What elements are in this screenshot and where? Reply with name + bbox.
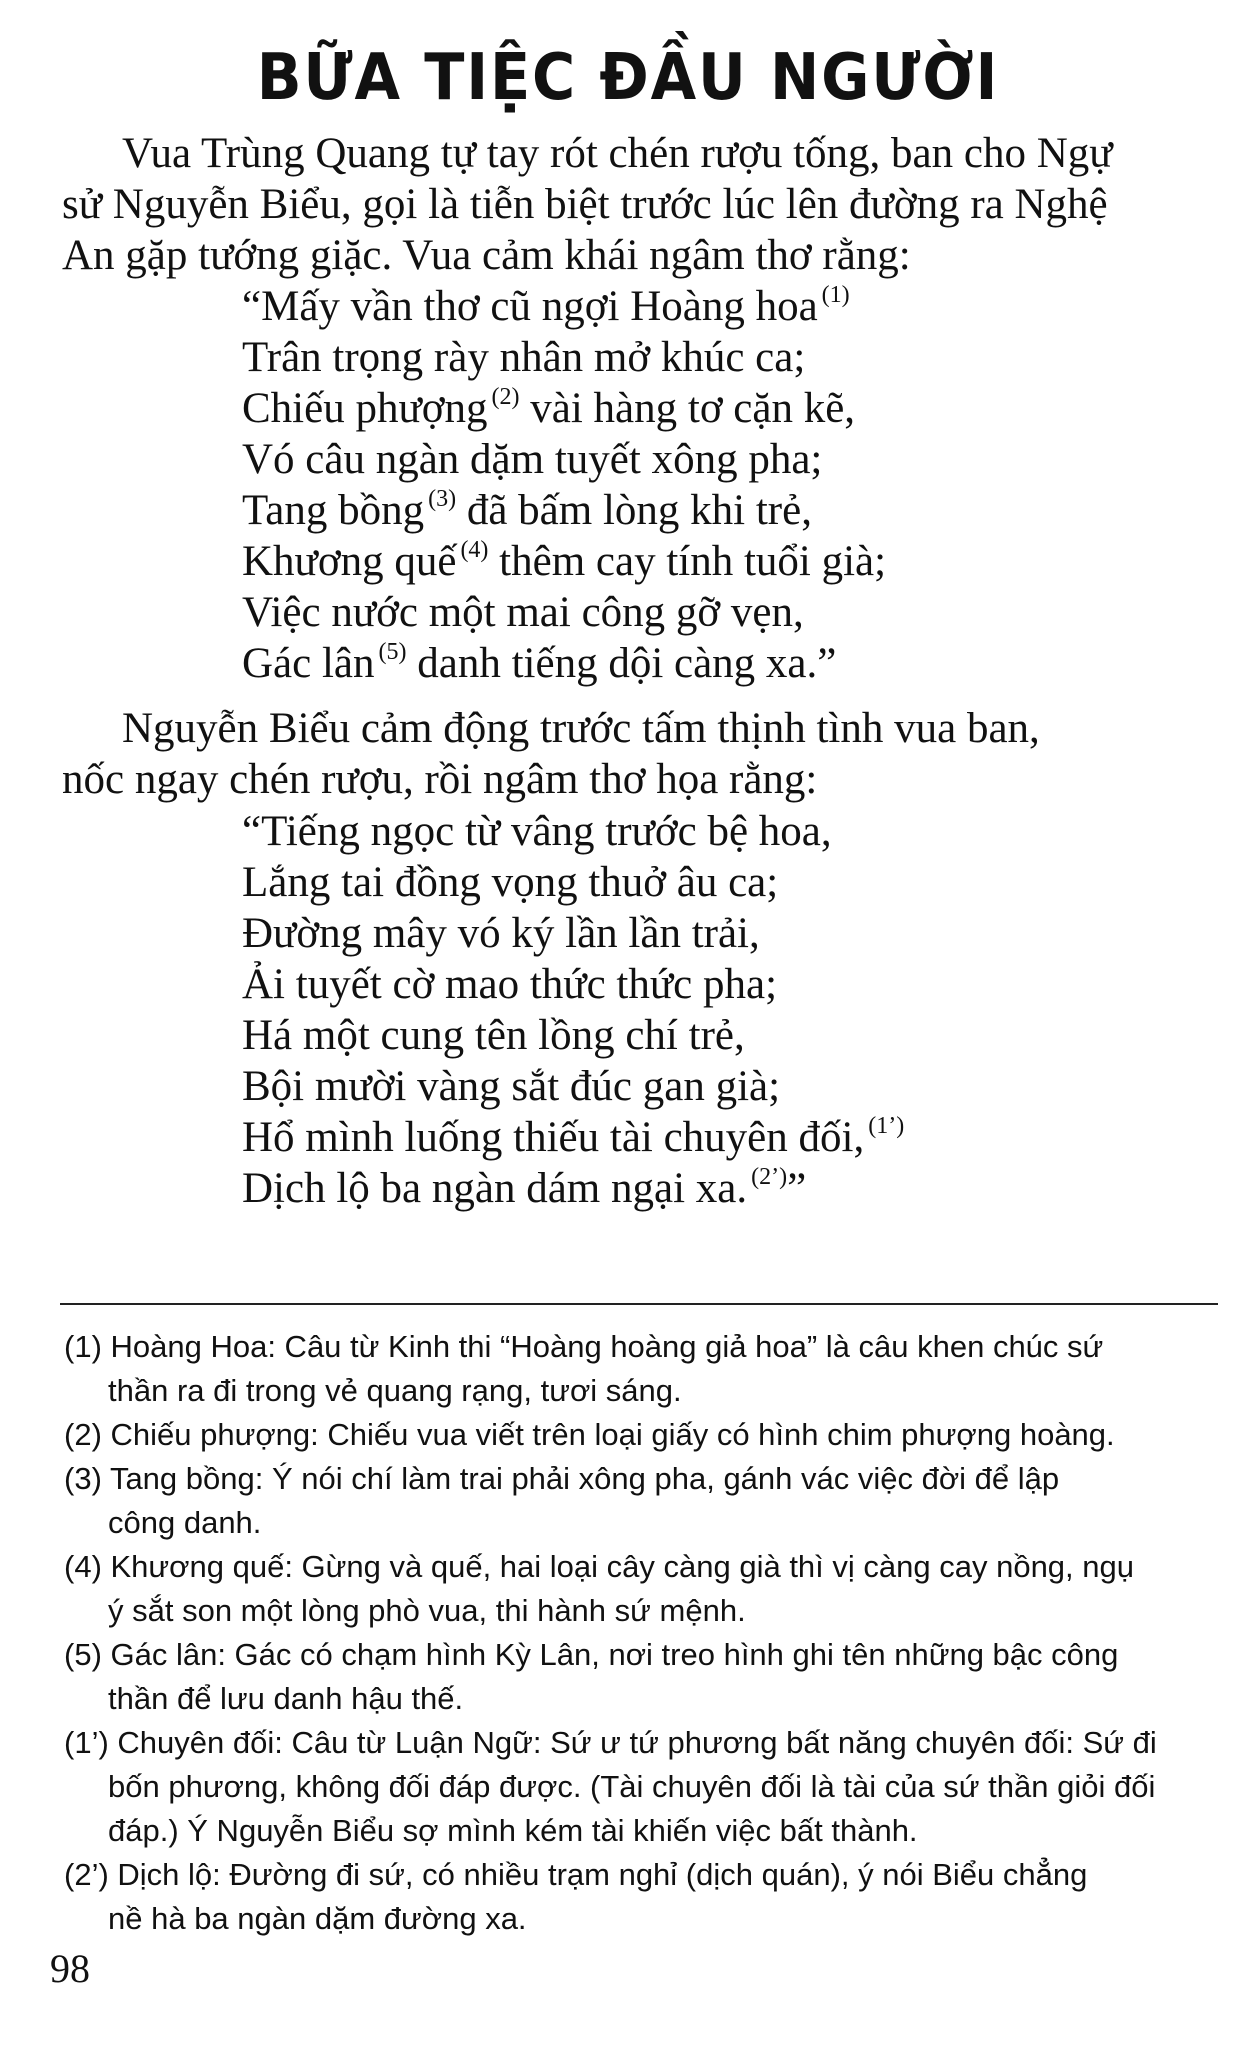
footnote-ref: (2) <box>491 384 520 410</box>
verse-text: Đường mây vó ký lần lần trải, <box>242 910 760 957</box>
verse-text: Ải tuyết cờ mao thức thức pha; <box>242 961 778 1008</box>
footnote-item <box>64 1325 1214 1413</box>
footnote-text: đáp.) Ý Nguyễn Biểu sợ mình kém tài khiến việc bất thành. <box>108 1813 918 1848</box>
verse-text: vài hàng tơ cặn kẽ, <box>519 385 856 432</box>
paragraph-1-line-2: sử Nguyễn Biểu, gọi là tiễn biệt trước lúc lên đường ra Nghệ <box>62 181 1108 228</box>
paragraph-1-line-3: An gặp tướng giặc. Vua cảm khái ngâm thơ rằng: <box>62 232 911 279</box>
footnote-item <box>64 1721 1214 1853</box>
verse-text: Tang bồng <box>242 487 425 534</box>
footnote-text: bốn phương, không đối đáp được. (Tài chuyên đối là tài của sứ thần giỏi đối <box>108 1769 1156 1804</box>
chapter-title: BỮA TIỆC ĐẦU NGƯỜI <box>256 41 1000 115</box>
paragraph-2-line-2: nốc ngay chén rượu, rồi ngâm thơ họa rằng: <box>62 756 818 803</box>
poem-2 <box>242 806 1142 1214</box>
verse-text: Dịch lộ ba ngàn dám ngại xa. <box>242 1165 748 1212</box>
footnote-item <box>64 1457 1214 1545</box>
paragraph-1-line-1: Vua Trùng Quang tự tay rót chén rượu tống, ban cho Ngự <box>122 130 1113 177</box>
footnote-text: thần ra đi trong vẻ quang rạng, tươi sáng. <box>108 1373 682 1408</box>
verse-text: đã bấm lòng khi trẻ, <box>456 487 812 534</box>
footnotes <box>64 1325 1214 1941</box>
paragraph-2-line-1: Nguyễn Biểu cảm động trước tấm thịnh tình vua ban, <box>122 705 1040 752</box>
footnote-text: (1’) Chuyên đối: Câu từ Luận Ngữ: Sứ ư tứ phương bất năng chuyên đối: Sứ đi <box>64 1725 1157 1760</box>
paragraph-1 <box>62 128 1218 281</box>
verse-text: Há một cung tên lồng chí trẻ, <box>242 1012 745 1059</box>
poem-1-line <box>242 383 1142 434</box>
poem-1-line <box>242 536 1142 587</box>
verse-text: Trân trọng rày nhân mở khúc ca; <box>242 334 806 381</box>
verse-text: Hổ mình luống thiếu tài chuyên đối, <box>242 1114 865 1161</box>
poem-1-line <box>242 638 1142 689</box>
verse-text: Việc nước một mai công gỡ vẹn, <box>242 589 804 636</box>
footnote-text: (4) Khương quế: Gừng và quế, hai loại cây càng già thì vị càng cay nồng, ngụ <box>64 1549 1134 1584</box>
poem-2-line <box>242 908 1142 959</box>
footnote-text: (3) Tang bồng: Ý nói chí làm trai phải xông pha, gánh vác việc đời để lập <box>64 1461 1060 1496</box>
verse-text: Gác lân <box>242 640 375 687</box>
poem-2-line <box>242 1163 1142 1214</box>
footnote-item <box>64 1545 1214 1633</box>
poem-2-line <box>242 959 1142 1010</box>
footnote-ref: (5) <box>378 639 407 665</box>
page-number: 98 <box>50 1946 90 1991</box>
footnote-text: (2) Chiếu phượng: Chiếu vua viết trên loại giấy có hình chim phượng hoàng. <box>64 1417 1115 1452</box>
footnote-text: thần để lưu danh hậu thế. <box>108 1681 464 1716</box>
poem-2-line <box>242 806 1142 857</box>
footnote-text: công danh. <box>108 1505 262 1540</box>
poem-2-line <box>242 857 1142 908</box>
poem-1-line <box>242 485 1142 536</box>
poem-2-line <box>242 1061 1142 1112</box>
poem-1-line <box>242 332 1142 383</box>
poem-1-line <box>242 434 1142 485</box>
verse-text: “Tiếng ngọc từ vâng trước bệ hoa, <box>242 808 832 855</box>
footnote-text: (1) Hoàng Hoa: Câu từ Kinh thi “Hoàng hoàng giả hoa” là câu khen chúc sứ <box>64 1329 1104 1364</box>
verse-text: ” <box>787 1165 807 1212</box>
footnote-text: (5) Gác lân: Gác có chạm hình Kỳ Lân, nơi treo hình ghi tên những bậc công <box>64 1637 1119 1672</box>
footnote-divider <box>60 1303 1218 1305</box>
footnote-item <box>64 1413 1214 1457</box>
footnote-ref: (3) <box>428 486 457 512</box>
verse-text: Khương quế <box>242 538 457 585</box>
footnote-text: ý sắt son một lòng phò vua, thi hành sứ mệnh. <box>108 1593 746 1628</box>
footnote-text: (2’) Dịch lộ: Đường đi sứ, có nhiều trạm nghỉ (dịch quán), ý nói Biểu chẳng <box>64 1857 1088 1892</box>
footnote-ref: (2’) <box>751 1164 788 1190</box>
verse-text: Bội mười vàng sắt đúc gan già; <box>242 1063 781 1110</box>
footnote-item <box>64 1853 1214 1941</box>
verse-text: “Mấy vần thơ cũ ngợi Hoàng hoa <box>242 283 818 330</box>
poem-2-line <box>242 1112 1142 1163</box>
verse-text: Lắng tai đồng vọng thuở âu ca; <box>242 859 779 906</box>
footnote-ref: (4) <box>460 537 489 563</box>
verse-text: thêm cay tính tuổi già; <box>488 538 887 585</box>
footnote-text: nề hà ba ngàn dặm đường xa. <box>108 1901 527 1936</box>
poem-1 <box>242 281 1142 689</box>
footnote-ref: (1’) <box>868 1113 905 1139</box>
poem-1-line <box>242 587 1142 638</box>
paragraph-2 <box>62 703 1218 805</box>
poem-2-line <box>242 1010 1142 1061</box>
footnote-ref: (1) <box>821 282 850 308</box>
verse-text: Vó câu ngàn dặm tuyết xông pha; <box>242 436 823 483</box>
footnote-item <box>64 1633 1214 1721</box>
poem-1-line <box>242 281 1142 332</box>
verse-text: Chiếu phượng <box>242 385 488 432</box>
verse-text: danh tiếng dội càng xa.” <box>406 640 837 687</box>
